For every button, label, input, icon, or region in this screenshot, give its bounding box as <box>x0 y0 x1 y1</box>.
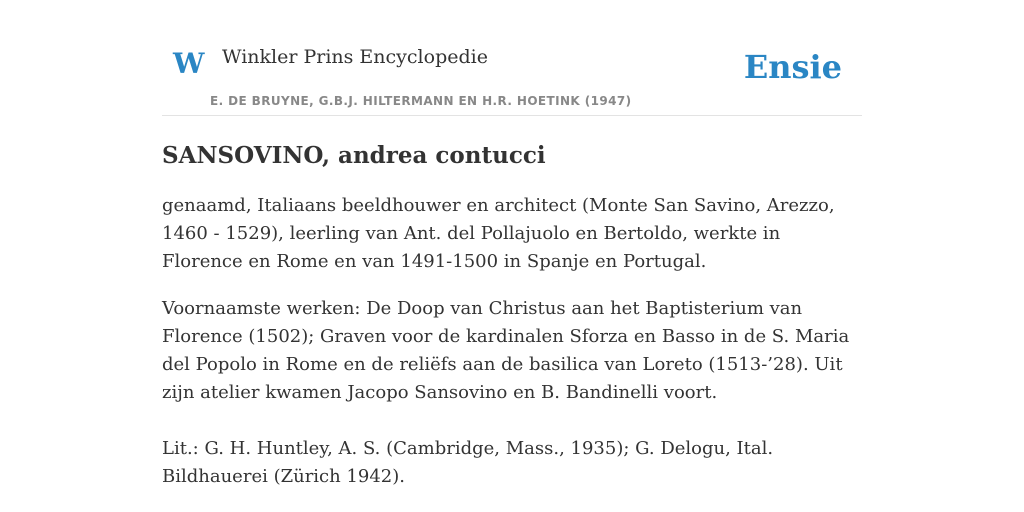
source-authors: E. DE BRUYNE, G.B.J. HILTERMANN EN H.R. HOETINK (1947) <box>210 94 632 108</box>
entry-paragraph-literature: Lit.: G. H. Huntley, A. S. (Cambridge, Mass., 1935); G. Delogu, Ital. Bildhauerei (Zürich 1942). <box>162 438 774 487</box>
entry-paragraph-works: Voornaamste werken: De Doop van Christus aan het Baptisterium van Florence (1502); Graven voor de kardinalen Sforza en Basso in de S. Maria del Popolo in Rome en de reliëfs aan de basilica van Loreto (1513-’28). Uit zijn atelier kwamen Jacopo Sansovino en B. Bandinelli voort. <box>162 298 850 403</box>
entry-title: SANSOVINO, andrea contucci <box>162 142 546 169</box>
entry-paragraph-description: genaamd, Italiaans beeldhouwer en architect (Monte San Savino, Arezzo, 1460 - 1529), leerling van Ant. del Pollajuolo en Bertoldo, werkte in Florence en Rome en van 1491-1500 in Spanje en Portugal. <box>162 195 835 272</box>
source-title-link[interactable]: Winkler Prins Encyclopedie <box>222 46 488 68</box>
source-logo-icon[interactable]: W <box>173 47 205 80</box>
source-header <box>162 0 862 116</box>
brand-logo-link[interactable]: Ensie <box>743 48 842 86</box>
page <box>162 0 862 487</box>
